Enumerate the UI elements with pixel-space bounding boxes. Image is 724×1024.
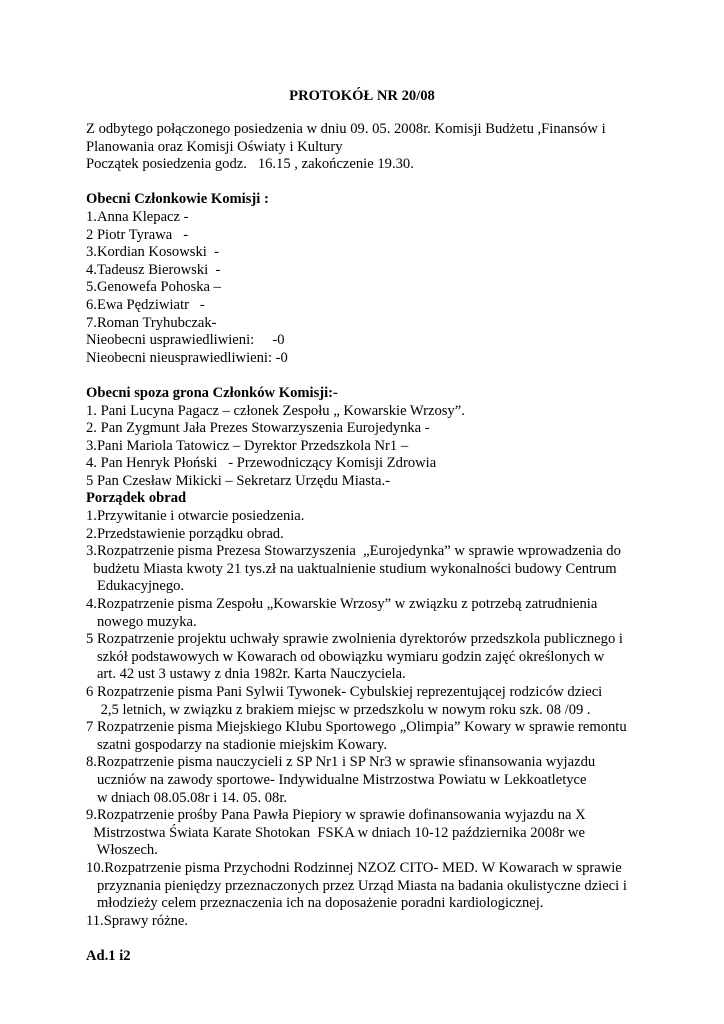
spacer: [86, 930, 686, 948]
agenda-item-line: młodzieży celem przeznaczenia ich na doposażenie poradni kardiologicznej.: [86, 895, 544, 912]
agenda-item-line: 8.Rozpatrzenie pisma nauczycieli z SP Nr1 i SP Nr3 w sprawie sfinansowania wyjazdu: [86, 754, 596, 771]
agenda-item-line: w dniach 08.05.08r i 14. 05. 08r.: [86, 789, 288, 806]
agenda-item-line: 11.Sprawy różne.: [86, 912, 188, 929]
agenda-section: [86, 490, 686, 930]
member-item: 4.Tadeusz Bierowski -: [86, 261, 221, 278]
agenda-item-line: szkół podstawowych w Kowarach od obowiązku wymiaru godzin zajęć określonych w: [86, 648, 605, 665]
agenda-item-line: art. 42 ust 3 ustawy z dnia 1982r. Karta Nauczyciela.: [86, 666, 406, 683]
agenda-item-line: Mistrzostwa Świata Karate Shotokan FSKA w dniach 10-12 października 2008r we: [86, 824, 585, 841]
intro-paragraph: [86, 121, 686, 174]
guest-item: 3.Pani Mariola Tatowicz – Dyrektor Przedszkola Nr1 –: [86, 437, 409, 454]
document-title: PROTOKÓŁ NR 20/08: [289, 88, 435, 104]
member-item: 6.Ewa Pędziwiatr -: [86, 296, 205, 313]
agenda-item-line: 1.Przywitanie i otwarcie posiedzenia.: [86, 508, 305, 525]
intro-line: Z odbytego połączonego posiedzenia w dniu 09. 05. 2008r. Komisji Budżetu ,Finansów i: [86, 121, 606, 137]
member-item: 1.Anna Klepacz -: [86, 208, 189, 225]
members-section: [86, 191, 686, 367]
absent-unexcused: Nieobecni nieusprawiedliwieni: -0: [86, 349, 288, 366]
agenda-item-line: 2,5 letnich, w związku z brakiem miejsc w przedszkolu w nowym roku szk. 08 /09 .: [86, 701, 591, 718]
agenda-item-line: 5 Rozpatrzenie projektu uchwały sprawie zwolnienia dyrektorów przedszkola publicznego i: [86, 631, 623, 648]
section-heading: Ad.1 i2: [86, 947, 131, 964]
agenda-heading: Porządek obrad: [86, 490, 187, 507]
agenda-item-line: 3.Rozpatrzenie pisma Prezesa Stowarzyszenia „Eurojedynka” w sprawie wprowadzenia do: [86, 543, 621, 560]
agenda-item-line: 10.Rozpatrzenie pisma Przychodni Rodzinnej NZOZ CITO- MED. W Kowarach w sprawie: [86, 859, 622, 876]
guests-heading: Obecni spoza grona Członków Komisji:-: [86, 384, 338, 401]
agenda-item-line: przyznania pieniędzy przeznaczonych przez Urząd Miasta na badania okulistyczne dzieci i: [86, 877, 627, 894]
member-item: 2 Piotr Tyrawa -: [86, 226, 189, 243]
agenda-item-line: Włoszech.: [86, 842, 158, 859]
members-heading: Obecni Członkowie Komisji :: [86, 191, 269, 208]
spacer: [86, 174, 686, 192]
agenda-item-line: 9.Rozpatrzenie prośby Pana Pawła Piepiory w sprawie dofinansowania wyjazdu na X: [86, 807, 586, 824]
guest-item: 4. Pan Henryk Płoński - Przewodniczący Komisji Zdrowia: [86, 455, 437, 472]
agenda-item-line: 2.Przedstawienie porządku obrad.: [86, 525, 284, 542]
agenda-item-line: 4.Rozpatrzenie pisma Zespołu „Kowarskie Wrzosy” w związku z potrzebą zatrudnienia: [86, 596, 598, 613]
document-body: [86, 121, 686, 966]
agenda-item-line: szatni gospodarzy na stadionie miejskim Kowary.: [86, 736, 387, 753]
member-item: 5.Genowefa Pohoska –: [86, 279, 221, 296]
guest-item: 2. Pan Zygmunt Jała Prezes Stowarzyszenia Eurojedynka -: [86, 420, 430, 437]
absent-excused: Nieobecni usprawiedliwieni: -0: [86, 332, 285, 349]
guests-section: [86, 385, 686, 491]
member-item: 3.Kordian Kosowski -: [86, 244, 219, 261]
agenda-item-line: Edukacyjnego.: [86, 578, 185, 595]
intro-line: Początek posiedzenia godz. 16.15 , zakończenie 19.30.: [86, 156, 414, 173]
agenda-item-line: 6 Rozpatrzenie pisma Pani Sylwii Tywonek- Cybulskiej reprezentującej rodziców dzieci: [86, 684, 603, 700]
guest-item: 5 Pan Czesław Mikicki – Sekretarz Urzędu Miasta.-: [86, 472, 390, 489]
agenda-item-line: nowego muzyka.: [86, 613, 197, 630]
intro-line: Planowania oraz Komisji Oświaty i Kultury: [86, 138, 343, 155]
agenda-item-line: 7 Rozpatrzenie pisma Miejskiego Klubu Sportowego „Olimpia” Kowary w sprawie remontu: [86, 719, 627, 736]
guest-item: 1. Pani Lucyna Pagacz – członek Zespołu „ Kowarskie Wrzosy”.: [86, 402, 465, 419]
member-item: 7.Roman Tryhubczak-: [86, 314, 217, 331]
agenda-item-line: uczniów na zawody sportowe- Indywidualne Mistrzostwa Powiatu w Lekkoatletyce: [86, 771, 587, 788]
spacer: [86, 367, 686, 385]
agenda-item-line: budżetu Miasta kwoty 21 tys.zł na uaktualnienie studium wykonalności budowy Centrum: [86, 560, 617, 577]
